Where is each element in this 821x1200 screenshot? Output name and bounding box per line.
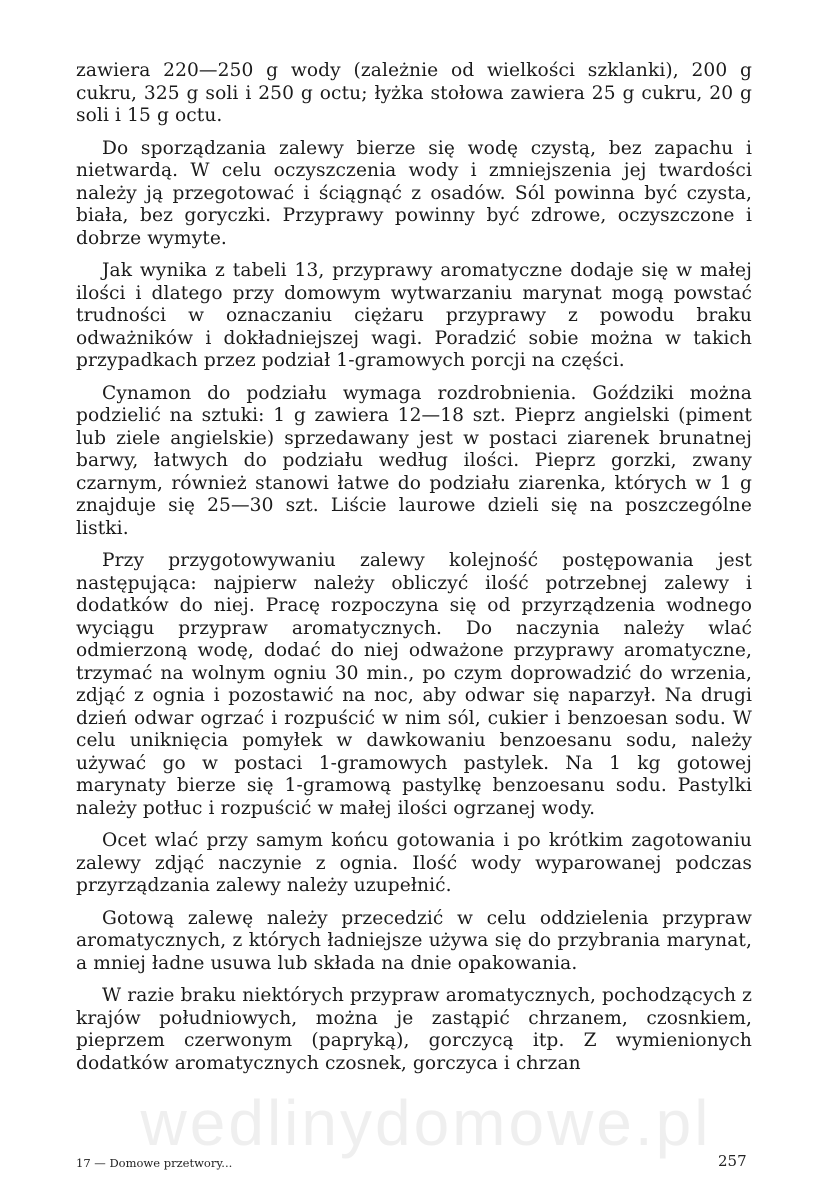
paragraph-vinegar: Ocet wlać przy samym końcu gotowania i po krótkim zagotowaniu zalewy zdjąć naczynie z ognia. Ilość wody wyparowanej podczas przyrządzania zalewy należy uzupełnić. [76,830,752,896]
paragraph-spice-weighing: Jak wynika z tabeli 13, przyprawy aromatyczne dodaje się w małej ilości i dlatego przy domowym wytwarzaniu marynat mogą powstać trudności w oznaczaniu ciężaru przyprawy z powodu braku odważników i dokładniejszej wagi. Poradzić sobie można w takich przypadkach przez podział 1-gramowych porcji na części. [76,260,752,371]
paragraph-substitutes: W razie braku niektórych przypraw aromatycznych, pochodzących z krajów południowych, można je zastąpić chrzanem, czosnkiem, pieprzem czerwonym (papryką), gorczycą itp. Z wymienionych dodatków aromatycznych czosnek, gorczyca i chrzan [76,985,752,1074]
paragraph-brine-preparation: Przy przygotowywaniu zalewy kolejność postępowania jest następująca: najpierw należy obliczyć ilość potrzebnej zalewy i dodatków do niej. Pracę rozpoczyna się od przyrządzenia wodnego wyciągu przypraw aromatycznych. Do naczynia należy wlać odmierzoną wodę, dodać do niej odważone przyprawy aromatyczne, trzymać na wolnym ogniu 30 min., po czym doprowadzić do wrzenia, zdjąć z ognia i pozostawić na noc, aby odwar się naparzył. Na drugi dzień odwar ogrzać i rozpuścić w nim sól, cukier i benzoesan sodu. W celu uniknięcia pomyłek w dawkowaniu benzoesanu sodu, należy używać go w postaci 1-gramowych pastylek. Na 1 kg gotowej marynaty bierze się 1-gramową pastylkę benzoesanu sodu. Pastylki należy potłuc i rozpuścić w małej ilości ogrzanej wody. [76,550,752,819]
paragraph-spice-division: Cynamon do podziału wymaga rozdrobnienia. Goździki można podzielić na sztuki: 1 g zawiera 12—18 szt. Pieprz angielski (piment lub ziele angielskie) sprzedawany jest w postaci ziarenek brunatnej barwy, łatwych do podziału według ilości. Pieprz gorzki, zwany czarnym, również stanowi łatwe do podziału ziarenka, których w 1 g znajduje się 25—30 szt. Liście laurowe dzieli się na poszczególne listki. [76,382,752,539]
paragraph-straining: Gotową zalewę należy przecedzić w celu oddzielenia przypraw aromatycznych, z których ładniejsze używa się do przybrania marynat, a mniej ładne usuwa lub składa na dnie opakowania. [76,907,752,974]
page-number: 257 [718,1152,747,1170]
footer-signature: 17 — Domowe przetwory... [76,1156,233,1170]
page-body [76,60,752,1085]
paragraph-water: Do sporządzania zalewy bierze się wodę czystą, bez zapachu i nietwardą. W celu oczyszczenia wody i zmniejszenia jej twardości należy ją przegotować i ściągnąć z osadów. Sól powinna być czysta, biała, bez goryczki. Przyprawy powinny być zdrowe, oczyszczone i dobrze wymyte. [76,137,752,249]
paragraph-continuation: zawiera 220—250 g wody (zależnie od wielkości szklanki), 200 g cukru, 325 g soli i 250 g octu; łyżka stołowa zawiera 25 g cukru, 20 g soli i 15 g octu. [76,60,752,126]
watermark: wedlinydomowe.pl [140,1087,712,1159]
